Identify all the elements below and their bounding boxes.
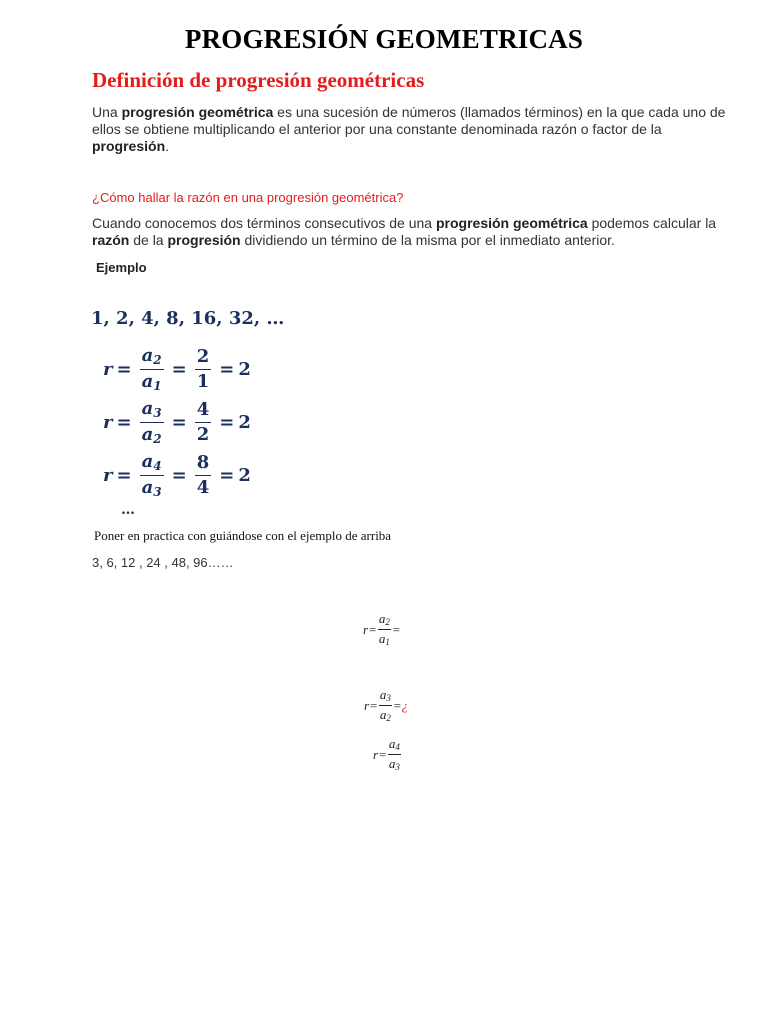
fraction-terms: $\frac{a_3}{a_2}$ <box>141 397 162 446</box>
fraction-values: $\frac{4}{2}$ <box>196 398 210 445</box>
page-title: PROGRESIÓN GEOMETRICAS <box>184 24 584 54</box>
fraction-values: $\frac{2}{1}$ <box>196 345 210 392</box>
definition-paragraph: Una progresión geométrica es una sucesión de números (llamados términos) en la que cada uno de ellos se obtiene multiplicando el anterior por una constante denominada razón o factor de la progresión. <box>92 104 726 154</box>
question-heading: ¿Cómo hallar la razón en una progresión geométrica? <box>92 190 404 205</box>
ratio-equation-1: r = $\frac{a_2}{a_1}$ = $\frac{2}{1}$ = 2 <box>103 344 251 393</box>
example-sequence: 1, 2, 4, 8, 16, 32, … <box>91 308 285 329</box>
practice-equation-1: r = $\frac{a_2}{a_1}$ = <box>363 611 401 647</box>
practice-sequence: 3, 6, 12 , 24 , 48, 96…… <box>92 555 234 570</box>
fraction-terms: $\frac{a_2}{a_1}$ <box>141 344 162 393</box>
practice-equation-2: r = $\frac{a_3}{a_2}$ = ¿ <box>364 687 409 723</box>
example-label: Ejemplo <box>96 260 147 275</box>
ellipsis: … <box>121 502 135 518</box>
section-heading: Definición de progresión geométricas <box>92 68 425 92</box>
answer-paragraph: Cuando conocemos dos términos consecutivos de una progresión geométrica podemos calcular la razón de la progresión dividiendo un término de la misma por el inmediato anterior. <box>92 215 717 248</box>
ratio-equation-2: r = $\frac{a_3}{a_2}$ = $\frac{4}{2}$ = 2 <box>103 397 251 446</box>
inverted-question-mark: ¿ <box>401 697 409 713</box>
fraction-values: $\frac{8}{4}$ <box>196 451 210 498</box>
ratio-equation-3: r = $\frac{a_4}{a_3}$ = $\frac{8}{4}$ = 2 <box>103 450 251 499</box>
practice-instruction: Poner en practica con guiándose con el ejemplo de arriba <box>94 528 392 543</box>
fraction-terms: $\frac{a_4}{a_3}$ <box>141 450 162 499</box>
practice-equation-3: r = $\frac{a_4}{a_3}$ <box>373 736 400 772</box>
